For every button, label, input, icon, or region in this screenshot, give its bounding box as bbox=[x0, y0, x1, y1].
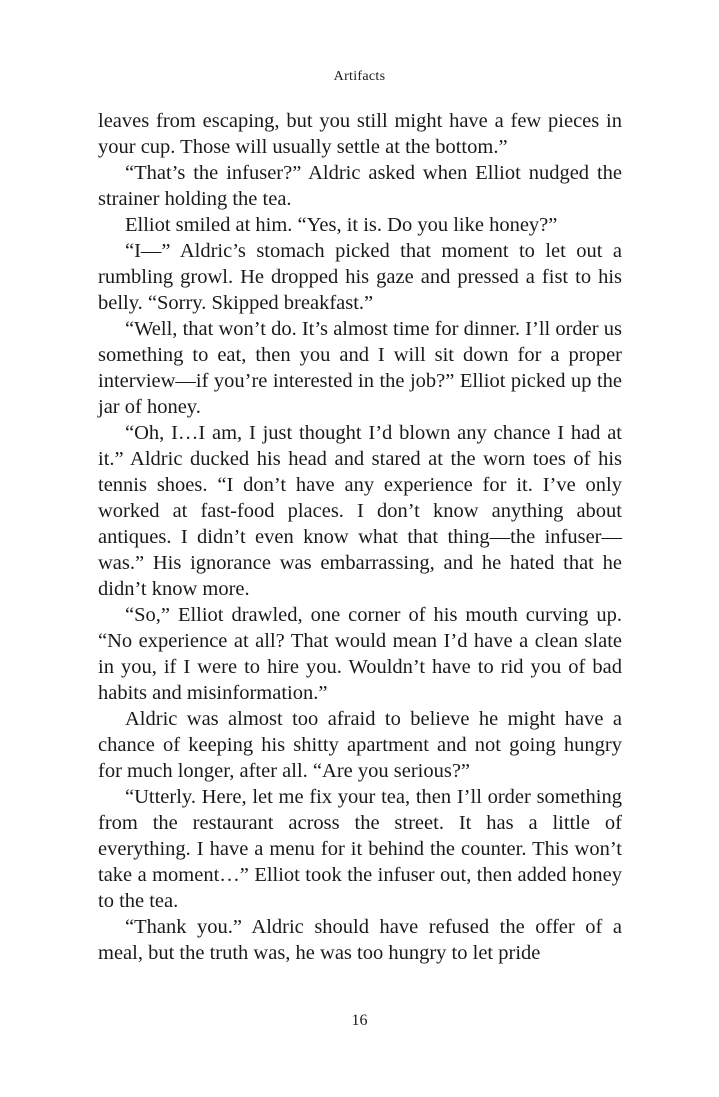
page-number: 16 bbox=[351, 1012, 368, 1029]
paragraph: “Oh, I…I am, I just thought I’d blown any chance I had at it.” Aldric ducked his head and stared at the worn toes of his tennis shoes. “I don’t have any experience for it. I’ve only worked at fast-food places. I don’t know anything about antiques. I didn’t even know what that thing—the infuser—was.” His ignorance was embarrassing, and he hated that he didn’t know more. bbox=[98, 422, 622, 600]
paragraph: “That’s the infuser?” Aldric asked when Elliot nudged the strainer holding the tea. bbox=[98, 162, 622, 210]
paragraph: “I—” Aldric’s stomach picked that moment to let out a rumbling growl. He dropped his gaze and pressed a fist to his belly. “Sorry. Skipped breakfast.” bbox=[98, 240, 622, 314]
body-text bbox=[98, 108, 622, 966]
paragraph: Elliot smiled at him. “Yes, it is. Do you like honey?” bbox=[125, 214, 558, 236]
paragraph: Aldric was almost too afraid to believe he might have a chance of keeping his shitty apartment and not going hungry for much longer, after all. “Are you serious?” bbox=[98, 708, 622, 782]
paragraph: leaves from escaping, but you still might have a few pieces in your cup. Those will usually settle at the bottom.” bbox=[98, 110, 622, 158]
paragraph: “Utterly. Here, let me fix your tea, then I’ll order something from the restaurant across the street. It has a little of everything. I have a menu for it behind the counter. This won’t take a moment…” Elliot took the infuser out, then added honey to the tea. bbox=[98, 786, 622, 912]
paragraph: “Thank you.” Aldric should have refused the offer of a meal, but the truth was, he was too hungry to let pride bbox=[98, 916, 622, 964]
paragraph: “Well, that won’t do. It’s almost time for dinner. I’ll order us something to eat, then you and I will sit down for a proper interview—if you’re interested in the job?” Elliot picked up the jar of honey. bbox=[98, 318, 622, 418]
paragraph: “So,” Elliot drawled, one corner of his mouth curving up. “No experience at all? That would mean I’d have a clean slate in you, if I were to hire you. Wouldn’t have to rid you of bad habits and misinformation.” bbox=[98, 604, 622, 704]
running-head: Artifacts bbox=[333, 69, 386, 84]
